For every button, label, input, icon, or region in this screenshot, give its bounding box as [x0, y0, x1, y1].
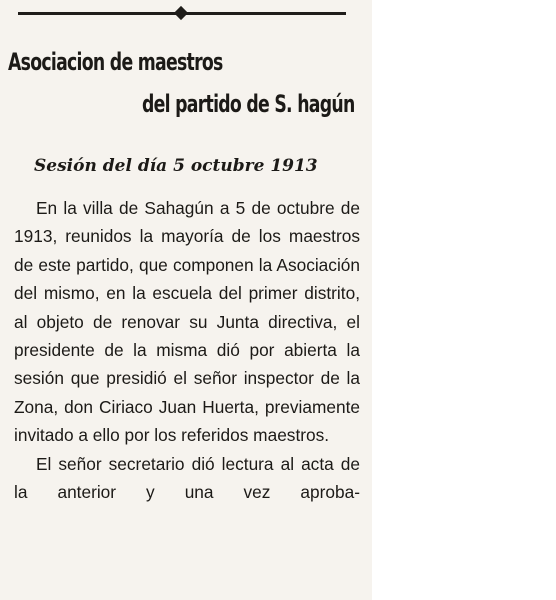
article-title-line-1: Asociacion de maestros — [8, 48, 223, 76]
article-body — [14, 194, 360, 506]
article-title-line-2: del partido de S. hagún — [142, 90, 355, 118]
body-paragraph-2: El señor secretario dió lectura al acta de la anterior y una vez aproba- — [14, 453, 360, 503]
body-paragraph-1: En la villa de Sahagún a 5 de octubre de 1913, reunidos la mayoría de los maestros de este partido, que componen la Asociación del mismo, en la escuela del primer distrito, al objeto de renovar su Junta directiva, el presidente de la misma dió por abierta la sesión que presidió el señor inspector de la Zona, don Ciriaco Juan Huerta, previamente invitado a ello por los referidos maestros. — [14, 198, 360, 446]
session-dateline: Sesión del día 5 octubre 1913 — [34, 156, 318, 176]
